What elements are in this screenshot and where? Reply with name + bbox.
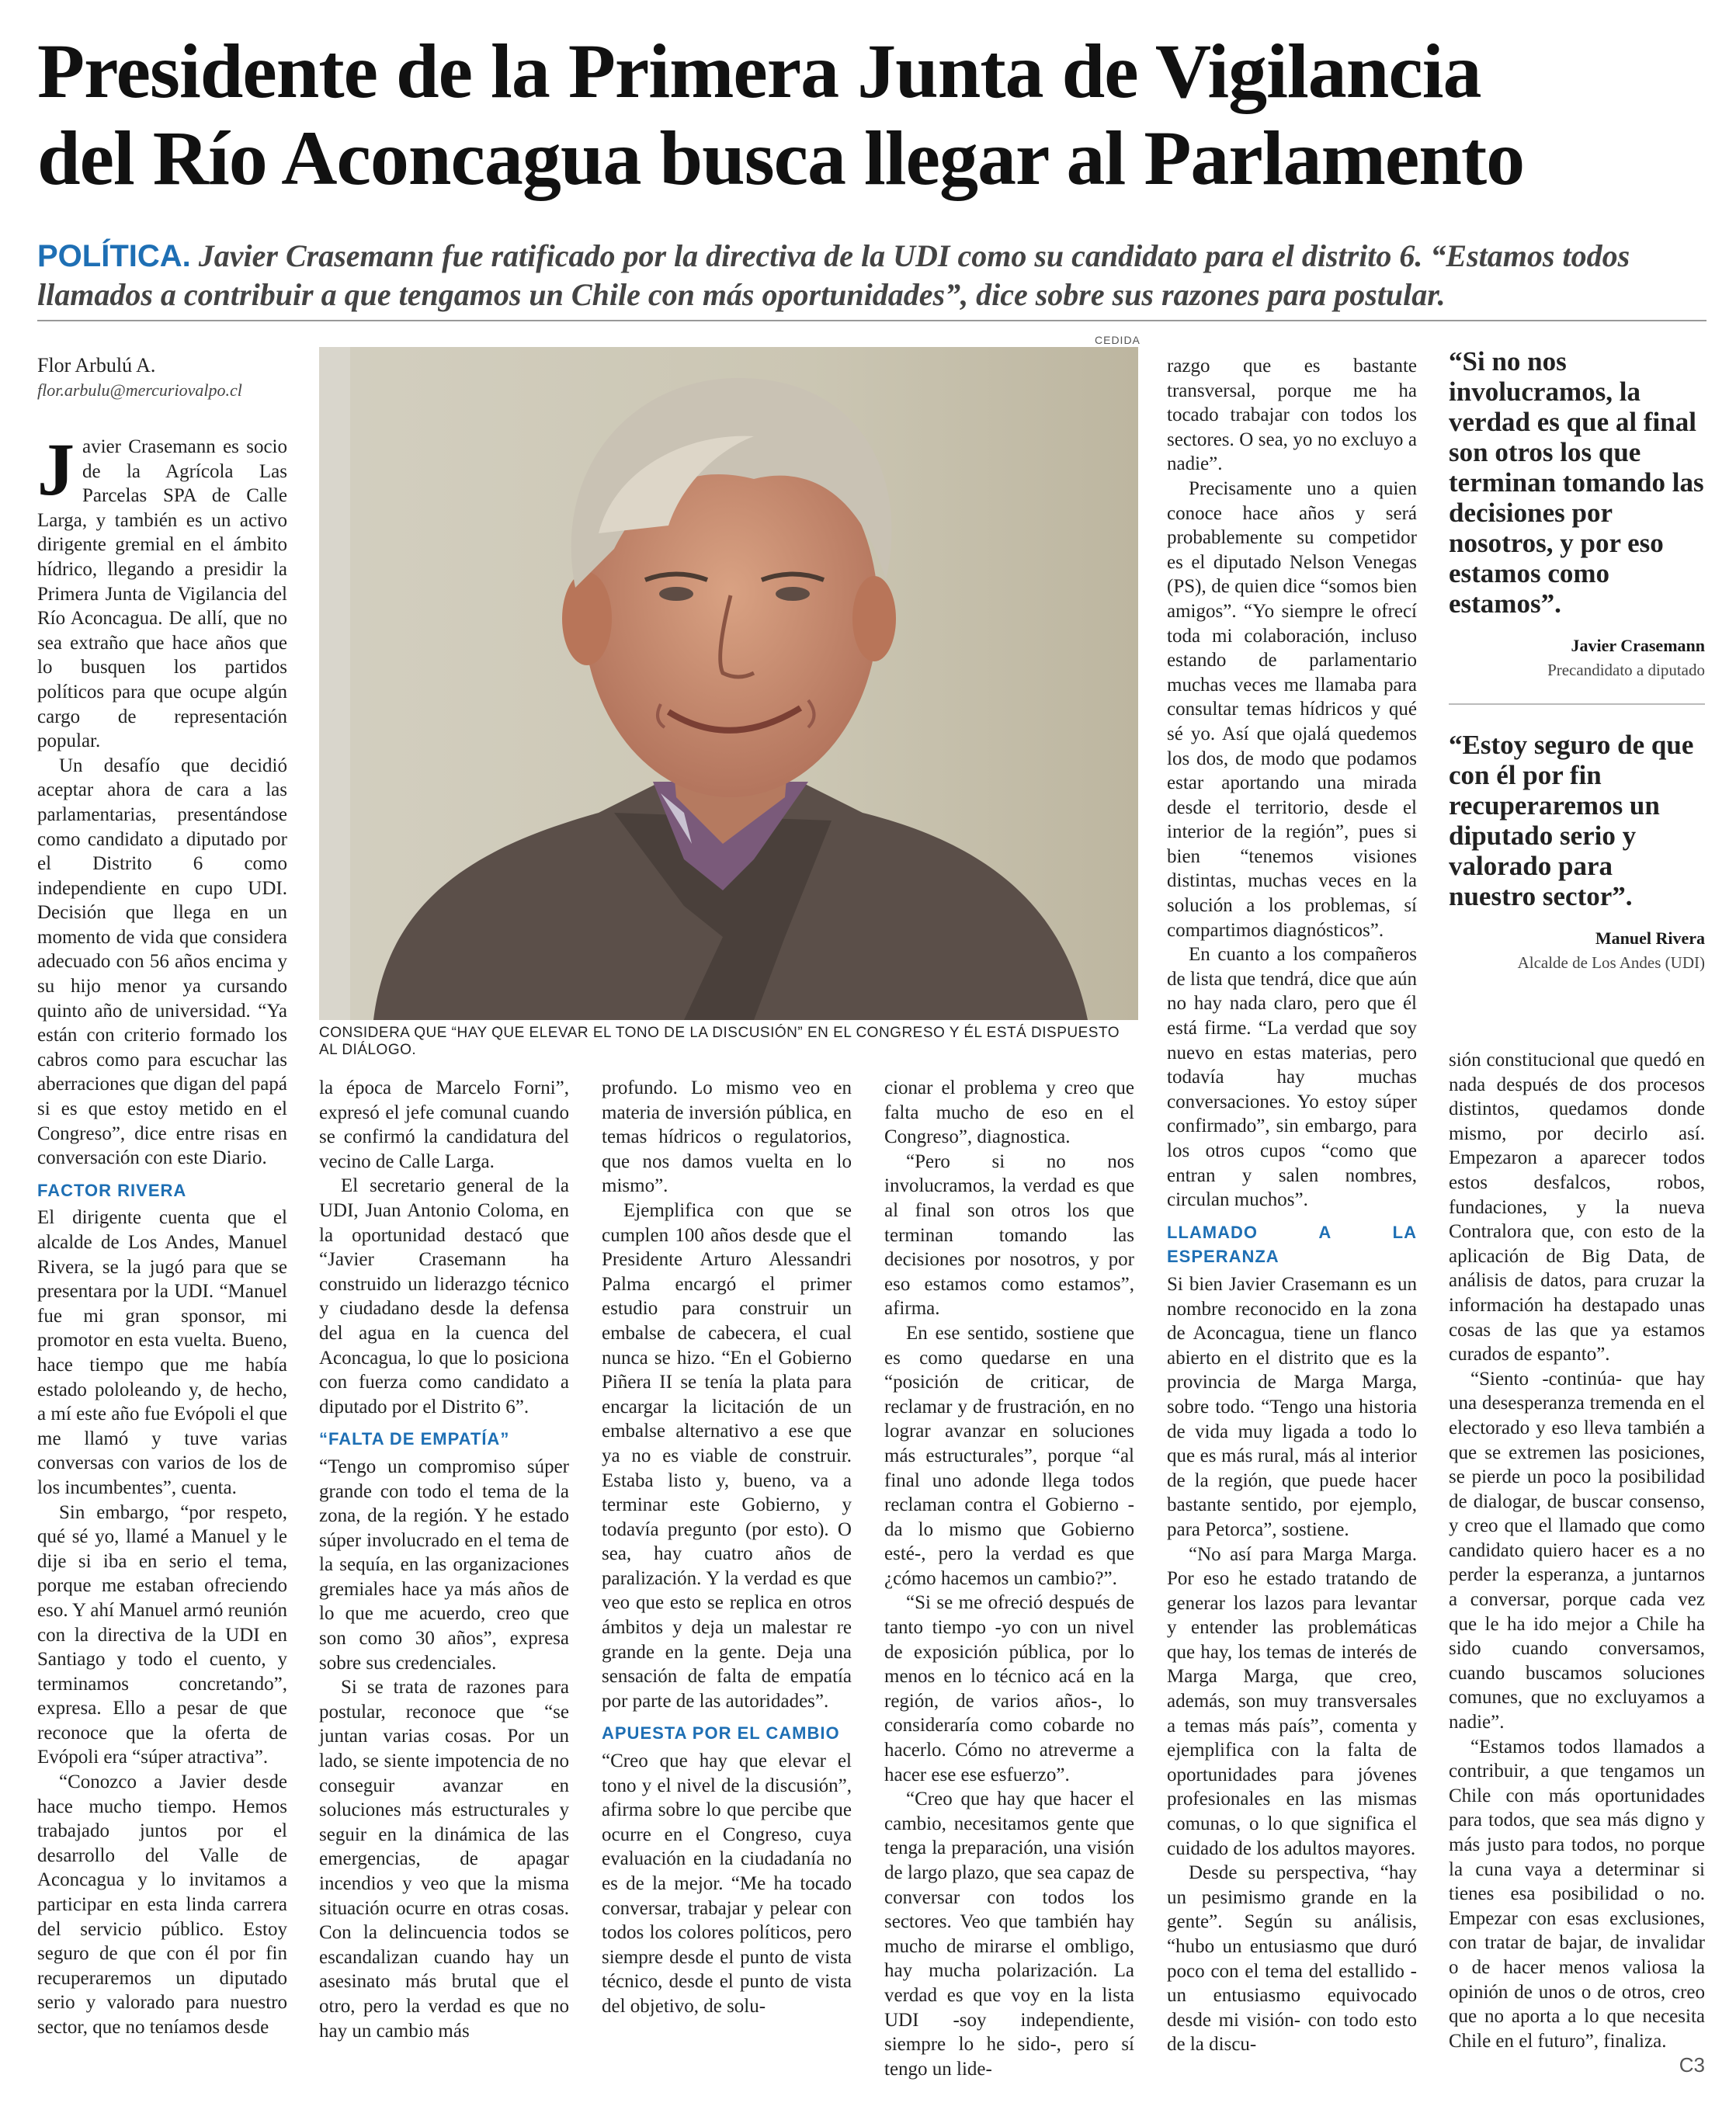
paragraph: Si se trata de razones para postular, reconoce que “se juntan varias cosas. Por un lado, se siente impotencia de no conseguir avanzar en soluciones más estructurales y seguir en la dinámica de las emergencias, de apagar incendios y veo que la misma situación ocurre en otras cosas. Con la delincuencia todos se escandalizan cuando hay un asesinato más brutal que el otro, pero la verdad es que no hay un cambio más — [319, 1677, 569, 2042]
subhead-factor-rivera: FACTOR RIVERA — [37, 1180, 187, 1200]
paragraph: Precisamente uno a quien conoce hace años y será probablemente su competidor es el diputado Nelson Venegas (PS), de quien dice “somos bien amigos”. “Yo siempre le ofrecí toda mi colaboración, incluso estando de parlamentario muchas veces me llamaba para consultar temas hídricos y qué sé yo. Así que ojalá quedemos los dos, de modo que podamos estar aportando una mirada desde el territorio, desde el interior de la región”, pues si bien “tenemos visiones distintas, muchas veces en la solución a los problemas, sí compartimos diagnósticos”. — [1167, 477, 1417, 941]
headline — [37, 28, 1706, 202]
portrait-photo — [319, 347, 1138, 1020]
article-column-1 — [37, 428, 287, 2040]
pull-quote-name: Javier Crasemann — [1571, 636, 1705, 655]
paragraph: Desde su perspectiva, “hay un pesimismo grande en la gente”. Según su análisis, “hubo un entusiasmo que duró poco con el tema del estallido - un entusiasmo equivocado desde mi visión- con todo esto de la discu- — [1167, 1862, 1417, 2056]
deck-text: Javier Crasemann fue ratificado por la directiva de la UDI como su candidato para el distrito 6. “Estamos todos llamados a contribuir a que tengamos un Chile con más oportunidades”, dice sobre sus razones para postular. — [37, 238, 1630, 312]
paragraph: Ejemplifica con que se cumplen 100 años desde que el Presidente Arturo Alessandri Palma encargó el primer estudio para construir un embalse de cabecera, el cual nunca se hizo. “En el Gobierno Piñera II se tenía la plata para encargar la licitación de un embalse alternativo a ese que ya no es viable de construir. Estaba listo y, bueno, va a terminar este Gobierno, y todavía pregunto (por esto). O sea, hay cuatro años de paralización. Y la verdad es que veo que esto se replica en otros ámbitos y deja un malestar re grande en la gente. Deja una sensación de falta de empatía por parte de las autoridades”. — [602, 1199, 852, 1712]
photo-caption: CONSIDERA QUE “HAY QUE ELEVAR EL TONO DE LA DISCUSIÓN” EN EL CONGRESO Y ÉL ESTÁ DISPUESTO AL DIÁLOGO. — [319, 1025, 1120, 1058]
subhead-llamado-a-la-esperanza: LLAMADO A LA ESPERANZA — [1167, 1222, 1417, 1267]
pull-quote-text: “Estoy seguro de que con él por fin recuperaremos un diputado serio y valorado para nuestro sector”. — [1449, 730, 1694, 911]
pull-quote-name: Manuel Rivera — [1595, 928, 1705, 948]
paragraph: “Estamos todos llamados a contribuir, a que tengamos un Chile con más oportunidades para todos, que sea más digno y más justo para todos, no porque la cuna vaya a determinar si tienes esa posibilidad o no. Empezar con esas exclusiones, con tratar de bajar, de invalidar o de hacer menos valiosa la opinión de unos o de otros, creo que no aporta a lo que necesita Chile en el futuro”, finaliza. — [1449, 1736, 1705, 2052]
pull-quote-rivera — [1449, 730, 1705, 973]
article-column-2 — [319, 1076, 569, 2043]
paragraph: “Si se me ofreció después de tanto tiempo -yo con un nivel de exposición pública, por lo menos en lo técnico acá en la región, de varios años-, lo consideraría como cobarde no hacerlo. Cómo no atreverme a hacer ese ese esfuerzo”. — [884, 1592, 1134, 1785]
drop-cap: J — [37, 428, 75, 511]
paragraph: Sin embargo, “por respeto, qué sé yo, llamé a Manuel y le dije si iba en serio el tema, porque me estaban ofreciendo eso. Y ahí Manuel armó reunión con la directiva de la UDI en Santiago y todo el cuento, y terminamos concretando”, expresa. Ello a pesar de que reconoce que la oferta de Evópoli era “súper atractiva”. — [37, 1501, 287, 1768]
paragraph: El secretario general de la UDI, Juan Antonio Coloma, en la oportunidad destacó que “Javier Crasemann ha construido un liderazgo técnico y ciudadano desde la defensa del agua en la cuenca del Aconcagua, lo que lo posiciona con fuerza como candidato a diputado por el Distrito 6”. — [319, 1175, 569, 1417]
paragraph: “Pero si no nos involucramos, la verdad es que al final son otros los que terminan tomando las decisiones por nosotros, y por eso estamos como estamos”, afirma. — [884, 1150, 1134, 1320]
paragraph: sión constitucional que quedó en nada después de dos procesos distintos, quedamos donde mismo, por decirlo así. Empezaron a aparecer todos estos desfalcos, robos, fundaciones, y la nueva Contralora que, con esto de la aplicación de Big Data, de análisis de datos, para cruzar la información ha destapado unas cosas de las que ya estamos curados de espanto”. — [1449, 1050, 1705, 1365]
article-column-6 — [1449, 1048, 1705, 2079]
headline-line-2: del Río Aconcagua busca llegar al Parlamento — [37, 115, 1525, 201]
article-column-4 — [884, 1076, 1134, 2081]
pull-quote-role: Alcalde de Los Andes (UDI) — [1517, 953, 1705, 972]
paragraph: Si bien Javier Crasemann es un nombre reconocido en la zona de Aconcagua, tiene un flanco abierto en el distrito que es la provincia de Marga Marga, sobre todo. “Tengo una historia de vida muy ligada a todo lo que es más rural, más al interior de la región, que puede hacer bastante sentido, por ejemplo, para Petorca”, sostiene. — [1167, 1273, 1417, 1540]
paragraph: profundo. Lo mismo veo en materia de inversión pública, en temas hídricos o regulatorios, que nos damos vuelta en lo mismo”. — [602, 1077, 852, 1197]
paragraph: En cuanto a los compañeros de lista que tendrá, dice que aún no hay nada claro, pero que él está firme. “La verdad que soy nuevo en estas materias, pero todavía hay muchas conversaciones. Yo estoy súper confirmado”, sin embargo, para los otros cupos “como que entran y salen nombres, circulan muchos”. — [1167, 944, 1417, 1211]
pull-quote-crasemann — [1449, 346, 1705, 705]
paragraph: cionar el problema y creo que falta mucho de eso en el Congreso”, diagnostica. — [884, 1077, 1134, 1148]
paragraph: “Siento -continúa- que hay una desesperanza tremenda en el electorado y eso lleva también a que se extremen las posiciones, se pierde un poco la posibilidad de dialogar, de buscar consenso, y creo que el llamado que como candidato quiero hacer es a no perder la esperanza, a juntarnos a conversar, porque cada vez que le ha ido mejor a Chile ha sido cuando conversamos, cuando buscamos soluciones comunes, que no excluyamos a nadie”. — [1449, 1368, 1705, 1733]
paragraph: la época de Marcelo Forni”, expresó el jefe comunal cuando se confirmó la candidatura del vecino de Calle Larga. — [319, 1077, 569, 1172]
paragraph: En ese sentido, sostiene que es como quedarse en una “posición de criticar, de reclamar y de frustración, en no lograr avanzar en soluciones más estructurales”, porque “al final uno adonde llega todos reclaman contra el Gobierno -da lo mismo que Gobierno esté-, pero la verdad es que ¿cómo hacemos un cambio?”. — [884, 1322, 1134, 1589]
headline-line-1: Presidente de la Primera Junta de Vigilancia — [37, 28, 1481, 114]
paragraph: “No así para Marga Marga. Por eso he estado tratando de generar los lazos para levantar y entender las problemáticas que hay, los temas de interés de Marga Marga, que creo, además, son muy transversales a temas más país”, comenta y ejemplifica con la falta de oportunidades para jóvenes profesionales en las mismas comunas, o lo que significa el cuidado de los adultos mayores. — [1167, 1543, 1417, 1859]
header-rule — [37, 320, 1706, 321]
article-column-3 — [602, 1076, 852, 2019]
paragraph: El dirigente cuenta que el alcalde de Los Andes, Manuel Rivera, se la jugó para que se presentara por la UDI. “Manuel fue mi gran sponsor, mi promotor en esta vuelta. Bueno, hace tiempo que me había estado pololeando y, de hecho, a mí este año fue Evópoli el que me llamó y tuve varias conversas con varios de los de los incumbentes”, cuenta. — [37, 1207, 287, 1498]
paragraph: avier Crasemann es socio de la Agrícola Las Parcelas SPA de Calle Larga, y también es un activo dirigente gremial en el ámbito hídrico, llegando a presidir la Primera Junta de Vigilancia del Río Aconcagua. De allí, que no sea extraño que hace años que lo busquen los partidos políticos para que ocupe algún cargo de representación popular. — [37, 436, 287, 752]
subhead-falta-de-empatia: “FALTA DE EMPATÍA” — [319, 1429, 510, 1449]
pull-quote-role: Precandidato a diputado — [1547, 661, 1705, 679]
paragraph: razgo que es bastante transversal, porque me ha tocado trabajar con todos los sectores. O sea, yo no excluyo a nadie”. — [1167, 356, 1417, 475]
author-email[interactable]: flor.arbulu@mercuriovalpo.cl — [37, 380, 242, 400]
paragraph: “Conozco a Javier desde hace mucho tiempo. Hemos trabajado juntos por el desarrollo del Valle de Aconcagua y lo invitamos a participar en esta linda carrera del servicio público. Estoy seguro de que con él por fin recuperaremos un diputado serio y valorado para nuestro sector, que no teníamos desde — [37, 1771, 287, 2038]
paragraph: Un desafío que decidió aceptar ahora de cara a las parlamentarias, presentándose como candidato a diputado por el Distrito 6 como independiente en cupo UDI. Decisión que llega en un momento de vida que considera adecuado con 56 años encima y su hijo menor ya cursando quinto año de universidad. “Ya están con criterio formado los cabros como para escuchar las aberraciones que digan del papá si es que estoy metido en el Congreso”, dice entre risas en conversación con este Diario. — [37, 755, 287, 1169]
author-name: Flor Arbulú A. — [37, 354, 156, 376]
pull-quote-text: “Si no nos involucramos, la verdad es que al final son otros los que terminan tomando las decisiones por nosotros, y por eso estamos como estamos”. — [1449, 346, 1704, 619]
pull-quote-divider — [1449, 703, 1705, 705]
deck — [37, 237, 1706, 314]
subhead-apuesta-por-el-cambio: APUESTA POR EL CAMBIO — [602, 1723, 840, 1744]
photo-credit: CEDIDA — [1095, 334, 1141, 346]
paragraph: “Creo que hay que elevar el tono y el nivel de la discusión”, afirma sobre lo que percibe que ocurre en el Congreso, cuya evaluación en la ciudadanía no es de la mejor. “Me ha tocado conversar, trabajar y pelear con todos los colores políticos, pero siempre desde el punto de vista técnico, desde el punto de vista del objetivo, de solu- — [602, 1751, 852, 2017]
portrait-illustration — [319, 347, 1138, 1020]
paragraph: “Tengo un compromiso súper grande con todo el tema de la zona, de la región. Y he estado súper involucrado en el tema de la sequía, en las organizaciones gremiales hace ya más años de lo que me acuerdo, creo que son como 30 años”, expresa sobre sus credenciales. — [319, 1456, 569, 1674]
article-column-5 — [1167, 354, 1417, 2057]
paragraph: “Creo que hay que hacer el cambio, necesitamos gente que tenga la preparación, una visión de largo plazo, que sea capaz de conversar con todos los sectores. Veo que también hay mucho de mirarse el ombligo, hay mucha polarización. La verdad es que voy en la lista UDI -soy independiente, siempre lo he sido-, pero sí tengo un lide- — [884, 1789, 1134, 2080]
section-kicker: POLÍTICA. — [37, 239, 191, 273]
end-mark: C3 — [1679, 2053, 1705, 2077]
